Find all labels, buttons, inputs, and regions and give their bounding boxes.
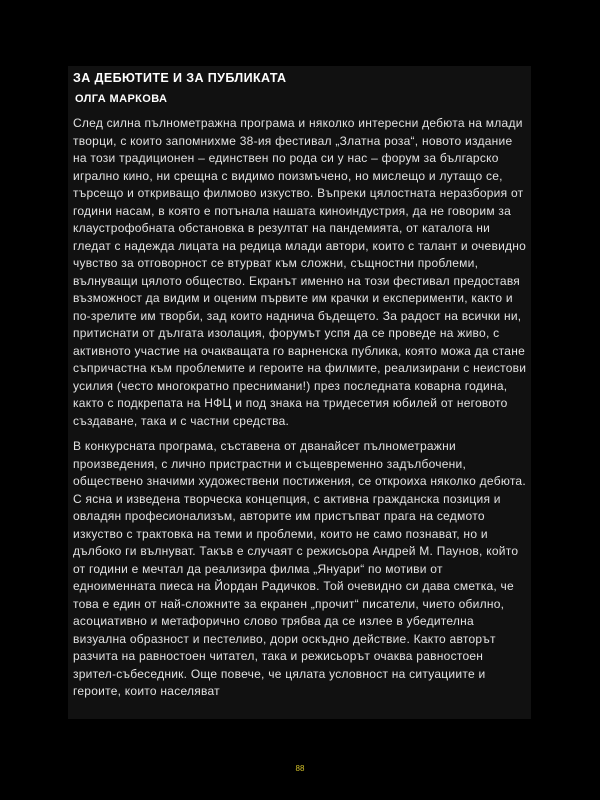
article-panel — [68, 66, 531, 719]
article-author: ОЛГА МАРКОВА — [75, 93, 168, 105]
page-number: 88 — [295, 764, 305, 773]
article-paragraph: След силна пълнометражна програма и няколко интересни дебюта на млади творци, с които запомнихме 38-ия фестивал „Златна роза“, новото издание на този традиционен – единствен по рода си у нас – форум за българско игрално кино, ни срещна с видимо поизмъчено, но мислещо и лутащо се, търсещо и откриващо филмово изкуство. Въпреки цялостната неразбория от години насам, в която е потънала нашата киноиндустрия, да не говорим за клаустрофобната обстановка в резултат на пандемията, от каталога ни гледат с надежда лицата на редица млади автори, които с талант и очевидно чувство за отговорност се втурват към сложни, същностни проблеми, вълнуващи цялото общество. Екранът именно на този фестивал предоставя възможност да видим и оценим първите им крачки и експерименти, както и по-зрелите им творби, зад които надничa бъдещето. За радост на всички ни, притиснати от дългата изолация, форумът успя да се проведе на живо, с активното участие на очакващата го варненска публика, която можа да стане съпричастна към проблемите и героите на филмите, реализирани с неистови усилия (често многократно преснимани!) през последната коварна година, както с подкрепата на НФЦ и под знака на тридесетия юбилей от неговото създаване, така и с частни средства. — [73, 116, 527, 428]
article-paragraph: В конкурсната програма, съставена от дванайсет пълнометражни произведения, с лично пристрастни и същевременно задълбочени, обществено значими художествени постижения, се откроиха няколко дебюта. С ясна и изведена творческа концепция, с активна гражданска позиция и овладян професионализъм, авторите им пристъпват прага на седмото изкуство с трактовка на теми и проблеми, които не само познават, но и дълбоко ги вълнуват. Такъв е случаят с режисьора Андрей М. Паунов, който от години е мечтал да реализира филма „Януари“ по мотиви от едноименната пиеса на Йордан Радичков. Той очевидно си дава сметка, че това е един от най-сложните за екранен „прочит“ писатели, чието обилно, асоциативно и метафорично слово трябва да се излее в убедителна визуална образност и пестеливо, дори оскъдно действие. Както авторът разчита на равностоен читател, така и режисьорът очаква равностоен зрител-събеседник. Още повече, че цялата условност на ситуациите и героите, които населяват — [73, 439, 526, 698]
article-title: ЗА ДЕБЮТИТЕ И ЗА ПУБЛИКАТА — [73, 71, 287, 85]
